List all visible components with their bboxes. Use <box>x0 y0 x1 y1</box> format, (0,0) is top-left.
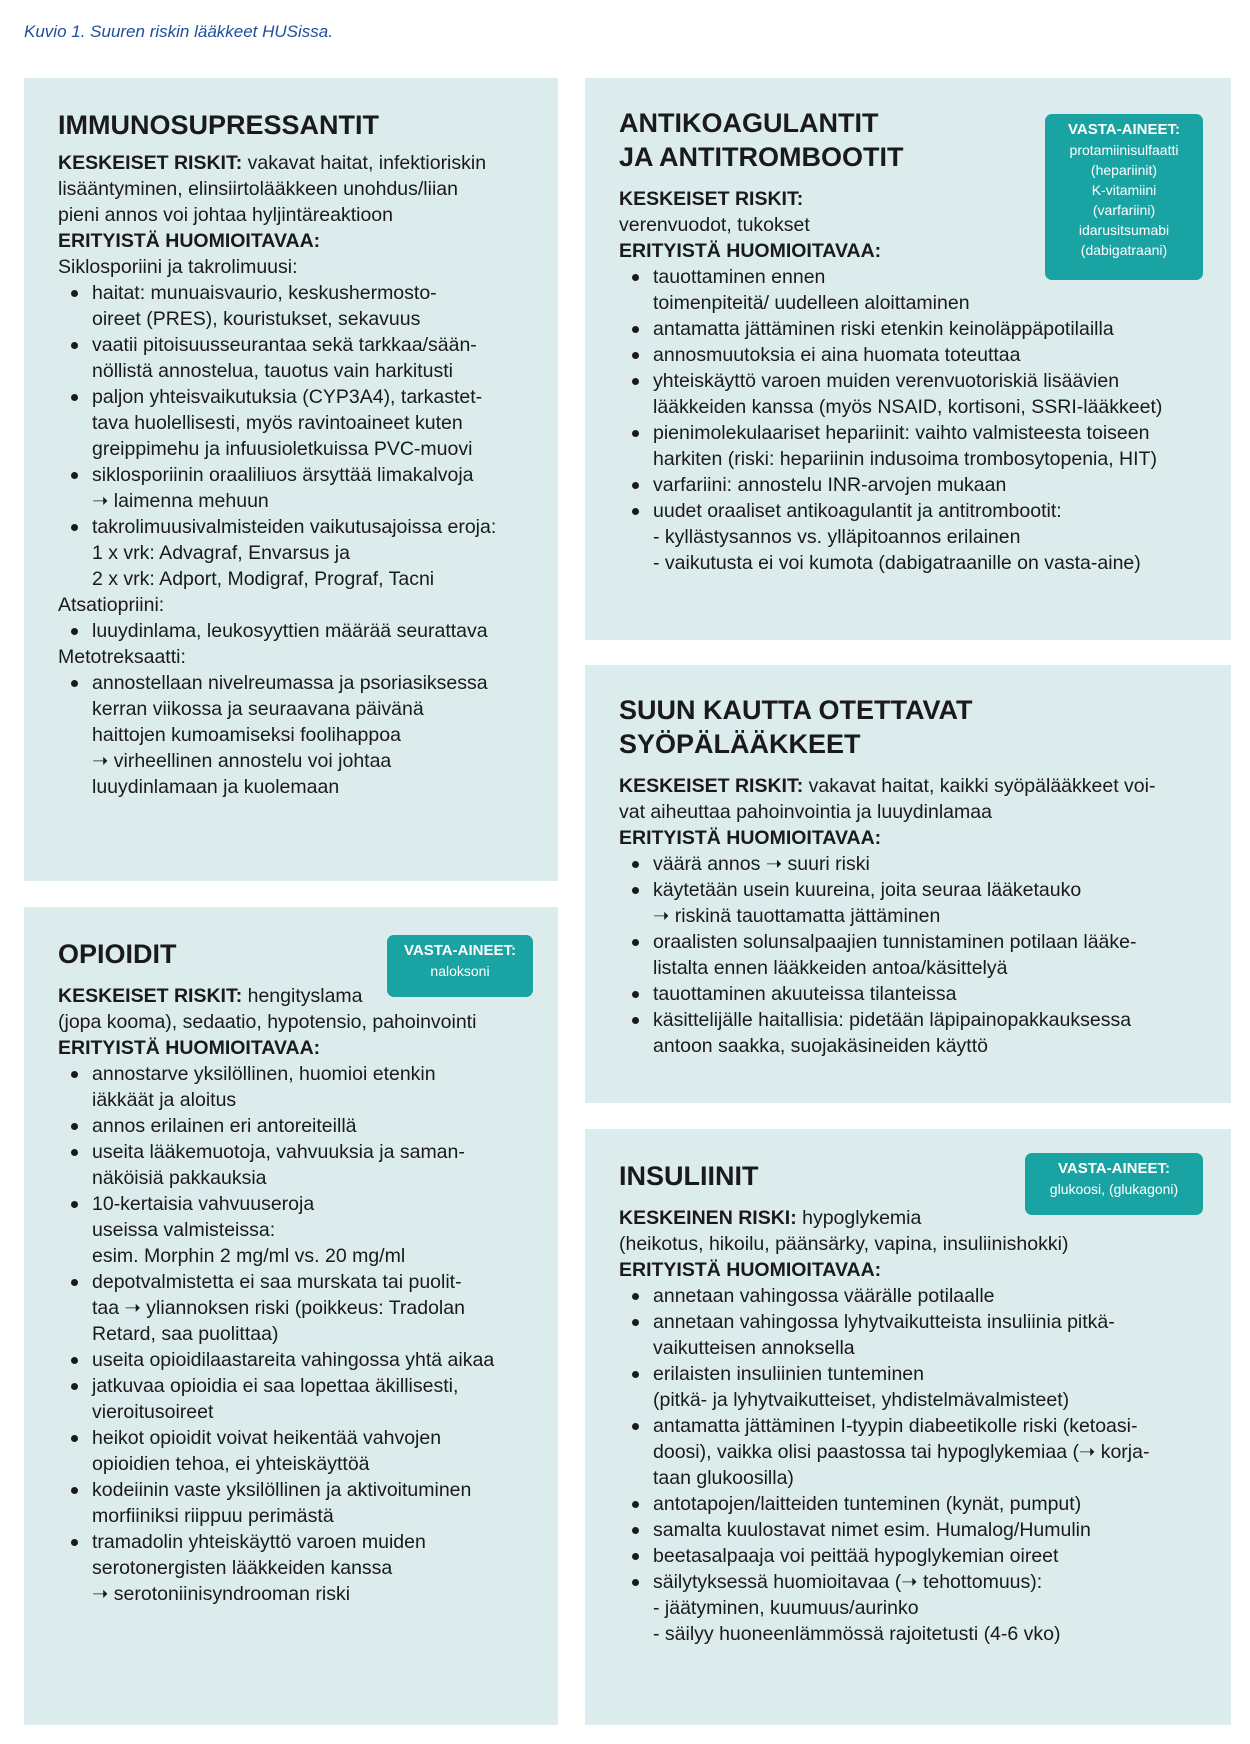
bullet-list <box>58 280 524 592</box>
list-item: 10-kertaisia vahvuuseroja useissa valmisteissa: esim. Morphin 2 mg/ml vs. 20 mg/ml <box>58 1191 524 1269</box>
bullet-list <box>58 1061 524 1607</box>
notes-label: ERITYISTÄ HUOMIOITAVAA: <box>619 827 882 849</box>
list-item: kodeiinin vaste yksilöllinen ja aktivoituminen morfiiniksi riippuu perimästä <box>58 1477 524 1529</box>
antidote-badge: VASTA-AINEET: glukoosi, (glukagoni) <box>1025 1153 1203 1215</box>
antidote-badge: VASTA-AINEET: protamiinisulfaatti (hepariinit) K-vitamiini (varfariini) idarusitsumabi (dabigatraani) <box>1045 114 1203 280</box>
list-item: vaatii pitoisuusseurantaa sekä tarkkaa/sään- nöllistä annostelua, tauotus vain harkitusti <box>58 332 524 384</box>
notes-label: ERITYISTÄ HUOMIOITAVAA: <box>619 240 882 262</box>
list-item: tauottaminen ennen toimenpiteitä/ uudelleen aloittaminen <box>619 264 1197 316</box>
panel-oral-cancer-drugs <box>585 665 1231 1103</box>
list-item: siklosporiinin oraaliliuos ärsyttää limakalvoja ➝ laimenna mehuun <box>58 462 524 514</box>
list-item: säilytyksessä huomioitavaa (➝ tehottomuus): - jäätyminen, kuumuus/aurinko - säilyy huoneenlämmössä rajoitetusti (4-6 vko) <box>619 1569 1197 1647</box>
list-item: paljon yhteisvaikutuksia (CYP3A4), tarkastet- tava huolellisesti, myös ravintoaineet kuten greippimehu ja infuusioletkuissa PVC-muovi <box>58 384 524 462</box>
antidote-badge: VASTA-AINEET: naloksoni <box>387 935 533 997</box>
panel-opioids <box>24 907 558 1725</box>
list-item: erilaisten insuliinien tunteminen (pitkä- ja lyhytvaikutteiset, yhdistelmävalmisteet) <box>619 1361 1197 1413</box>
list-item: takrolimuusivalmisteiden vaikutusajoissa eroja: 1 x vrk: Advagraf, Envarsus ja 2 x vrk: Adport, Modigraf, Prograf, Tacni <box>58 514 524 592</box>
notes-label: ERITYISTÄ HUOMIOITAVAA: <box>619 1259 882 1281</box>
panel-title: IMMUNOSUPRESSANTIT <box>58 110 380 140</box>
notes-label: ERITYISTÄ HUOMIOITAVAA: <box>58 1037 321 1059</box>
bullet-list <box>58 618 524 644</box>
key-risks: KESKEINEN RISKI: hypoglykemia (heikotus, hikoilu, päänsärky, vapina, insuliinishokki) <box>619 1207 1069 1255</box>
notes-label: ERITYISTÄ HUOMIOITAVAA: <box>58 230 321 252</box>
list-item: annostellaan nivelreumassa ja psoriasiksessa kerran viikossa ja seuraavana päivänä haittojen kumoamiseksi foolihappoa ➝ virheellinen annostelu voi johtaa luuydinlamaan ja kuolemaan <box>58 670 524 800</box>
sub-heading: Atsatiopriini: <box>58 594 165 616</box>
panel-title: SUUN KAUTTA OTETTAVAT SYÖPÄLÄÄKKEET <box>619 695 973 759</box>
list-item: annosmuutoksia ei aina huomata toteuttaa <box>619 342 1197 368</box>
list-item: beetasalpaaja voi peittää hypoglykemian oireet <box>619 1543 1197 1569</box>
list-item: heikot opioidit voivat heikentää vahvojen opioidien tehoa, ei yhteiskäyttöä <box>58 1425 524 1477</box>
panel-title: INSULIINIT <box>619 1161 759 1191</box>
sub-heading: Siklosporiini ja takrolimuusi: <box>58 256 298 278</box>
key-risks-label: KESKEISET RISKIT: <box>58 985 243 1007</box>
key-risks: KESKEISET RISKIT: vakavat haitat, infektioriskin lisääntyminen, elinsiirtolääkkeen unohdus/liian pieni annos voi johtaa hyljintäreaktioon <box>58 152 487 226</box>
list-item: annostarve yksilöllinen, huomioi etenkin iäkkäät ja aloitus <box>58 1061 524 1113</box>
key-risks: KESKEISET RISKIT: hengityslama (jopa kooma), sedaatio, hypotensio, pahoinvointi <box>58 985 477 1033</box>
list-item: annetaan vahingossa lyhytvaikutteista insuliinia pitkä- vaikutteisen annoksella <box>619 1309 1197 1361</box>
bullet-list <box>58 670 524 800</box>
list-item: luuydinlama, leukosyyttien määrää seurattava <box>58 618 524 644</box>
list-item: antamatta jättäminen I-tyypin diabeetikolle riski (ketoasi- doosi), vaikka olisi paastossa tai hypoglykemiaa (➝ korja- taan glukoosilla) <box>619 1413 1197 1491</box>
list-item: tauottaminen akuuteissa tilanteissa <box>619 981 1197 1007</box>
key-risks: KESKEISET RISKIT: vakavat haitat, kaikki syöpälääkkeet voi- vat aiheuttaa pahoinvointia ja luuydinlamaa <box>619 775 1156 823</box>
figure-caption: Kuvio 1. Suuren riskin lääkkeet HUSissa. <box>24 22 333 41</box>
list-item: useita opioidilaastareita vahingossa yhtä aikaa <box>58 1347 524 1373</box>
key-risks-label: KESKEISET RISKIT: <box>619 188 804 210</box>
list-item: samalta kuulostavat nimet esim. Humalog/Humulin <box>619 1517 1197 1543</box>
list-item: väärä annos ➝ suuri riski <box>619 851 1197 877</box>
list-item: haitat: munuaisvaurio, keskushermosto- oireet (PRES), kouristukset, sekavuus <box>58 280 524 332</box>
list-item: käsittelijälle haitallisia: pidetään läpipainopakkauksessa antoon saakka, suojakäsineiden käyttö <box>619 1007 1197 1059</box>
panel-anticoagulants <box>585 78 1231 640</box>
panel-immunosuppressants <box>24 78 558 881</box>
list-item: depotvalmistetta ei saa murskata tai puolit- taa ➝ yliannoksen riski (poikkeus: Tradolan Retard, saa puolittaa) <box>58 1269 524 1347</box>
bullet-list <box>619 264 1197 576</box>
key-risks-label: KESKEISET RISKIT: <box>619 775 804 797</box>
list-item: jatkuvaa opioidia ei saa lopettaa äkillisesti, vieroitusoireet <box>58 1373 524 1425</box>
key-risks-label: KESKEISET RISKIT: <box>58 152 243 174</box>
list-item: yhteiskäyttö varoen muiden verenvuotoriskiä lisäävien lääkkeiden kanssa (myös NSAID, kortisoni, SSRI-lääkkeet) <box>619 368 1197 420</box>
list-item: annetaan vahingossa väärälle potilaalle <box>619 1283 1197 1309</box>
panel-insulins <box>585 1129 1231 1725</box>
list-item: annos erilainen eri antoreiteillä <box>58 1113 524 1139</box>
bullet-list <box>619 851 1197 1059</box>
list-item: oraalisten solunsalpaajien tunnistaminen potilaan lääke- listalta ennen lääkkeiden antoa/käsittelyä <box>619 929 1197 981</box>
list-item: tramadolin yhteiskäyttö varoen muiden serotonergisten lääkkeiden kanssa ➝ serotoniinisyndrooman riski <box>58 1529 524 1607</box>
list-item: pienimolekulaariset hepariinit: vaihto valmisteesta toiseen harkiten (riski: hepariinin indusoima trombosytopenia, HIT) <box>619 420 1197 472</box>
list-item: useita lääkemuotoja, vahvuuksia ja saman- näköisiä pakkauksia <box>58 1139 524 1191</box>
list-item: varfariini: annostelu INR-arvojen mukaan <box>619 472 1197 498</box>
list-item: uudet oraaliset antikoagulantit ja antitrombootit: - kyllästysannos vs. ylläpitoannos erilainen - vaikutusta ei voi kumota (dabigatraanille on vasta-aine) <box>619 498 1197 576</box>
list-item: antamatta jättäminen riski etenkin keinoläppäpotilailla <box>619 316 1197 342</box>
panel-title: ANTIKOAGULANTIT JA ANTITROMBOOTIT <box>619 108 904 172</box>
list-item: antotapojen/laitteiden tunteminen (kynät, pumput) <box>619 1491 1197 1517</box>
panel-title: OPIOIDIT <box>58 939 177 969</box>
bullet-list <box>619 1283 1197 1647</box>
key-risks-label: KESKEINEN RISKI: <box>619 1207 797 1229</box>
sub-heading: Metotreksaatti: <box>58 646 186 668</box>
list-item: käytetään usein kuureina, joita seuraa lääketauko ➝ riskinä tauottamatta jättäminen <box>619 877 1197 929</box>
key-risks: verenvuodot, tukokset <box>619 214 810 236</box>
